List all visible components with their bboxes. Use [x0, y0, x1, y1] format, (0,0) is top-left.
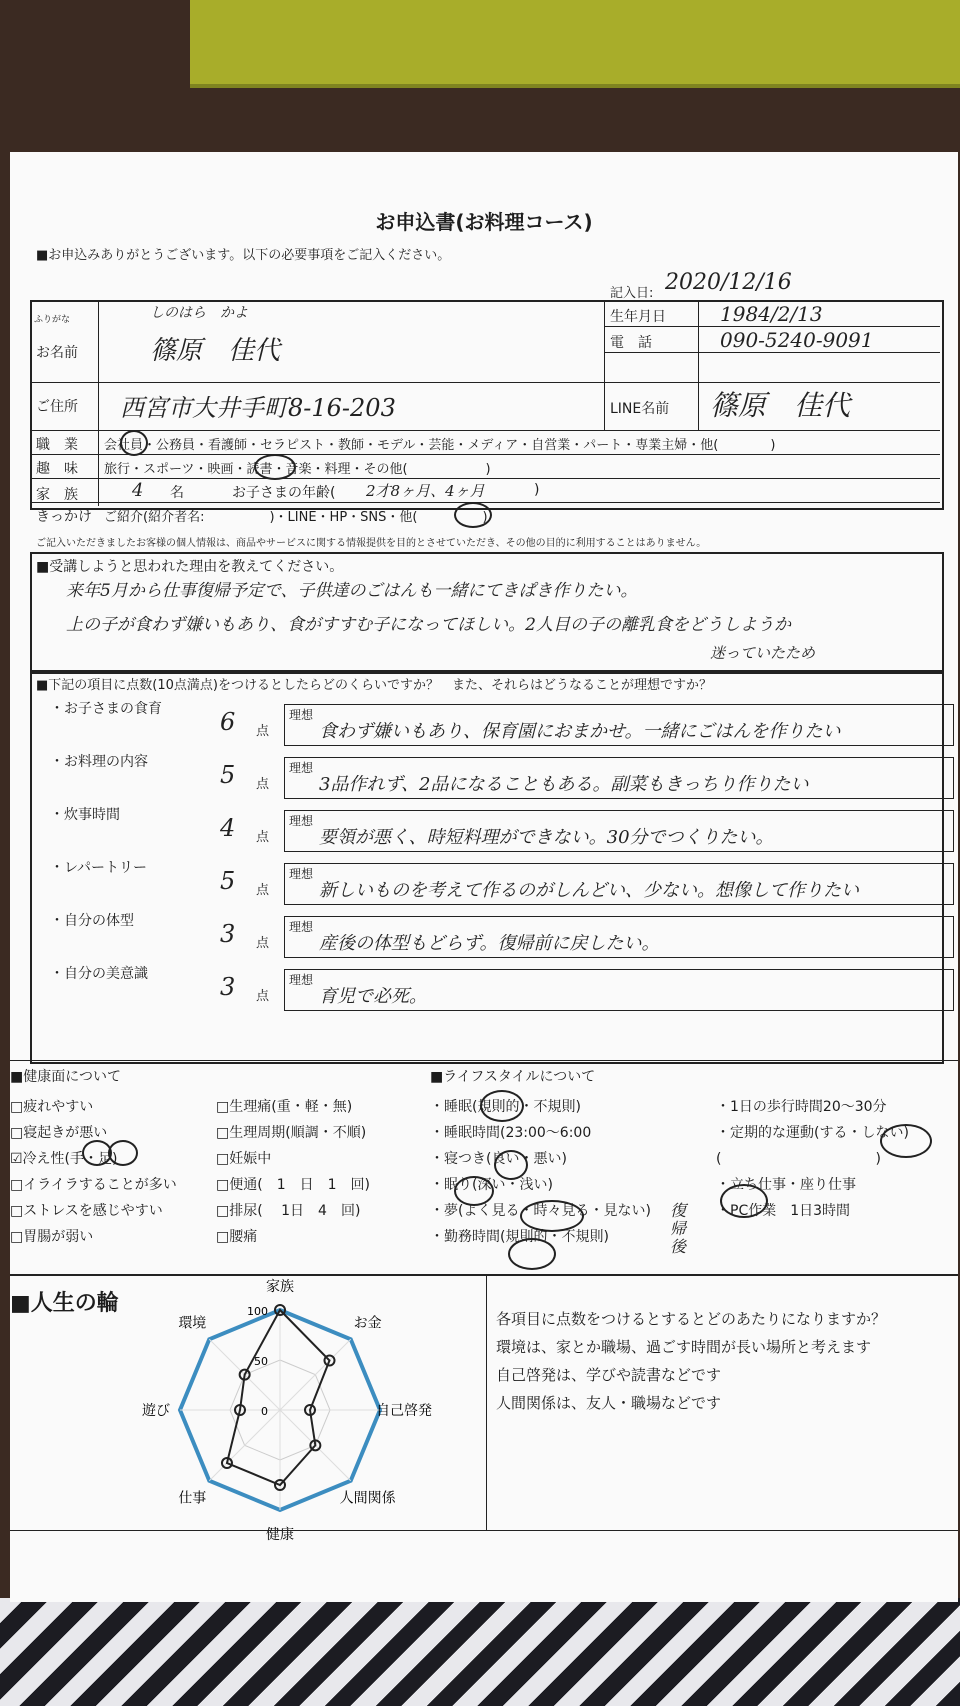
intro-text: ■お申込みありがとうございます。以下の必要事項をご記入ください。: [36, 248, 451, 263]
score-item-label: ・炊事時間: [50, 807, 120, 823]
score-unit: 点: [256, 777, 270, 792]
wheel-scale-label: 50: [254, 1355, 268, 1368]
ideal-text: 3品作れず、2品になることもある。副菜もきっちり作りたい: [319, 774, 809, 795]
score-value: 5: [220, 761, 236, 789]
ideal-label: 理想: [289, 814, 314, 828]
wheel-scale-label: 0: [261, 1405, 268, 1418]
wheel-desc-line: 各項目に点数をつけるとするとどのあたりになりますか？: [496, 1310, 887, 1328]
line-value: 篠原 佳代: [710, 389, 851, 422]
ideal-box: [284, 863, 954, 905]
exercise-circle: [880, 1124, 932, 1158]
lifestyle-item: ( ): [716, 1151, 881, 1167]
ideal-label: 理想: [289, 708, 314, 722]
score-item-label: ・お料理の内容: [50, 754, 148, 770]
wheel-axis-label: 遊び: [142, 1403, 170, 1419]
health-item[interactable]: ☑冷え性(手・足): [10, 1151, 118, 1167]
health-item[interactable]: □寝起きが悪い: [10, 1125, 108, 1141]
reason-line3: 迷っていたため: [710, 644, 816, 662]
score-value: 3: [220, 973, 236, 1001]
score-value: 5: [220, 867, 236, 895]
health-item[interactable]: □イライラすることが多い: [10, 1177, 177, 1193]
children-age-close: ): [534, 482, 540, 498]
score-unit: 点: [256, 724, 270, 739]
sleep-onset-circle: [494, 1150, 528, 1180]
ideal-box: [284, 704, 954, 746]
wheel-desc-line: 人間関係は、友人・職場などです: [496, 1394, 722, 1412]
lifestyle-heading: ■ライフスタイルについて: [430, 1069, 596, 1085]
family-count: 4: [132, 480, 144, 501]
ideal-text: 新しいものを考えて作るのがしんどい、少ない。想像して作りたい: [319, 880, 859, 901]
score-item-label: ・自分の体型: [50, 913, 134, 929]
lifestyle-item: ・夢(よく見る・時々見る・見ない): [430, 1203, 651, 1219]
health-item[interactable]: □便通( 1 日 1 回): [216, 1177, 370, 1193]
wheel-desc-line: 自己啓発は、学びや読書などです: [496, 1366, 722, 1384]
wheel-axis-label: 人間関係: [339, 1490, 396, 1507]
children-age-label: お子さまの年齢(: [232, 485, 336, 501]
ideal-label: 理想: [289, 867, 314, 881]
score-value: 6: [220, 708, 236, 736]
score-unit: 点: [256, 883, 270, 898]
score-item-label: ・お子さまの食育: [50, 701, 162, 717]
name-value: 篠原 佳代: [150, 336, 281, 366]
ideal-text: 要領が悪く、時短料理ができない。30分でつくりたい。: [319, 827, 774, 848]
children-age-value: 2才8ヶ月、4ヶ月: [366, 482, 485, 500]
hobby-label: 趣 味: [36, 461, 78, 477]
trigger-options: ご紹介(紹介者名: )・LINE・HP・SNS・他( ): [104, 510, 488, 525]
family-unit: 名: [170, 485, 184, 501]
birth-label: 生年月日: [610, 309, 666, 325]
score-item-label: ・レパートリー: [50, 860, 148, 876]
reason-line1: 来年5月から仕事復帰予定で、子供達のごはんも一緒にてきぱき作りたい。: [66, 581, 638, 601]
worktime-circle: [508, 1238, 556, 1270]
phone-value: 090-5240-9091: [720, 328, 874, 352]
wheel-axis-label: 仕事: [178, 1490, 207, 1507]
wheel-desc-line: 環境は、家とか職場、過ごす時間が長い場所と考えます: [496, 1338, 872, 1356]
name-label: お名前: [36, 345, 78, 361]
cold-foot-circle: [108, 1140, 138, 1166]
application-form: [10, 152, 958, 1602]
score-unit: 点: [256, 989, 270, 1004]
address-label: ご住所: [36, 399, 78, 415]
ideal-box: [284, 810, 954, 852]
sleep-depth-circle: [454, 1176, 494, 1206]
score-value: 4: [220, 814, 236, 842]
score-unit: 点: [256, 830, 270, 845]
reason-line2: 上の子が食わず嫌いもあり、食がすすむ子になってほしい。2人目の子の離乳食をどうしようか: [66, 615, 791, 635]
lifestyle-item: ・睡眠(規則的・不規則): [430, 1099, 581, 1115]
sleep-regular-circle: [480, 1090, 524, 1122]
lifestyle-item: ・1日の歩行時間20〜30分: [716, 1099, 887, 1115]
trigger-selected-circle: [454, 502, 492, 528]
score-value: 3: [220, 920, 236, 948]
health-heading: ■健康面について: [10, 1069, 121, 1085]
health-item[interactable]: □ストレスを感じやすい: [10, 1203, 163, 1219]
score-unit: 点: [256, 936, 270, 951]
lifestyle-item: ・寝つき(良い・悪い): [430, 1151, 567, 1167]
wheel-axis-label: お金: [353, 1315, 382, 1332]
hobby-selected-circle: [254, 454, 296, 480]
entry-date-value: 2020/12/16: [665, 270, 792, 295]
scores-heading: ■下記の項目に点数(10点満点)をつけるとしたらどのくらいですか？ また、それらはどうなることが理想ですか？: [36, 678, 712, 693]
ideal-box: [284, 757, 954, 799]
line-label: LINE名前: [610, 401, 670, 417]
wheel-axis-label: 環境: [178, 1315, 207, 1332]
ideal-text: 産後の体型もどらず。復帰前に戻したい。: [319, 933, 660, 954]
ideal-label: 理想: [289, 761, 314, 775]
after-return-note: 復帰後: [670, 1201, 687, 1256]
wheel-heading: ■人生の輪: [10, 1291, 119, 1316]
wheel-scale-label: 100: [247, 1305, 268, 1318]
wheel-axis: [280, 1339, 351, 1410]
green-folder: [190, 0, 960, 88]
health-item[interactable]: □生理周期(順調・不順): [216, 1125, 367, 1141]
birth-value: 1984/2/13: [720, 302, 823, 326]
lifestyle-item: ・睡眠時間(23:00〜6:00: [430, 1125, 592, 1141]
standing-work-circle: [720, 1184, 768, 1218]
wheel-axis-label: 自己啓発: [376, 1403, 432, 1419]
striped-cloth: [0, 1598, 960, 1706]
hobby-options: 旅行・スポーツ・映画・読書・音楽・料理・その他( ): [104, 462, 491, 477]
job-options: 会社員・公務員・看護師・セラピスト・教師・モデル・芸能・メディア・自営業・パート・専業主婦・他( ): [104, 438, 776, 453]
score-item-label: ・自分の美意識: [50, 966, 148, 982]
address-value: 西宮市大井手町8-16-203: [120, 394, 396, 422]
ideal-box: [284, 916, 954, 958]
furigana-label: ふりがな: [34, 315, 71, 325]
health-item[interactable]: □生理痛(重・軽・無): [216, 1099, 353, 1115]
health-item[interactable]: □胃腸が弱い: [10, 1229, 94, 1245]
ideal-text: 育児で必死。: [319, 986, 427, 1007]
ideal-box: [284, 969, 954, 1011]
ideal-label: 理想: [289, 920, 314, 934]
lifestyle-item: ・定期的な運動(する・しない): [716, 1125, 909, 1141]
family-label: 家 族: [36, 487, 78, 503]
privacy-note: ご記入いただきましたお客様の個人情報は、商品やサービスに関する情報提供を目的とさせていただき、その他の目的に利用することはありません。: [36, 538, 707, 549]
trigger-label: きっかけ: [36, 509, 92, 525]
job-selected-circle: [120, 430, 148, 456]
entry-date-label: 記入日:: [610, 286, 654, 301]
lifestyle-item: ・眠り(深い・浅い): [430, 1177, 553, 1193]
furigana-value: しのはら かよ: [150, 305, 248, 321]
health-item[interactable]: □排尿( 1日 4 回): [216, 1203, 361, 1219]
reason-heading: ■受講しようと思われた理由を教えてください。: [36, 559, 344, 575]
dream-circle: [520, 1200, 584, 1232]
phone-label: 電 話: [610, 335, 652, 351]
health-item[interactable]: □腰痛: [216, 1229, 258, 1245]
job-label: 職 業: [36, 437, 78, 453]
wheel-axis-label: 健康: [266, 1527, 294, 1543]
lifestyle-item: ・立ち仕事・座り仕事: [716, 1177, 856, 1193]
life-wheel-chart: [140, 1278, 460, 1550]
lifestyle-item: ・PC作業 1日3時間: [716, 1203, 851, 1219]
form-title: お申込書(お料理コース): [375, 210, 593, 234]
ideal-text: 食わず嫌いもあり、保育園におまかせ。一緒にごはんを作りたい: [319, 721, 841, 742]
health-item[interactable]: □疲れやすい: [10, 1099, 94, 1115]
ideal-label: 理想: [289, 973, 314, 987]
wheel-axis-label: 家族: [266, 1279, 294, 1295]
lifestyle-item: ・勤務時間(規則的・不規則): [430, 1229, 609, 1245]
health-item[interactable]: □妊娠中: [216, 1151, 272, 1167]
